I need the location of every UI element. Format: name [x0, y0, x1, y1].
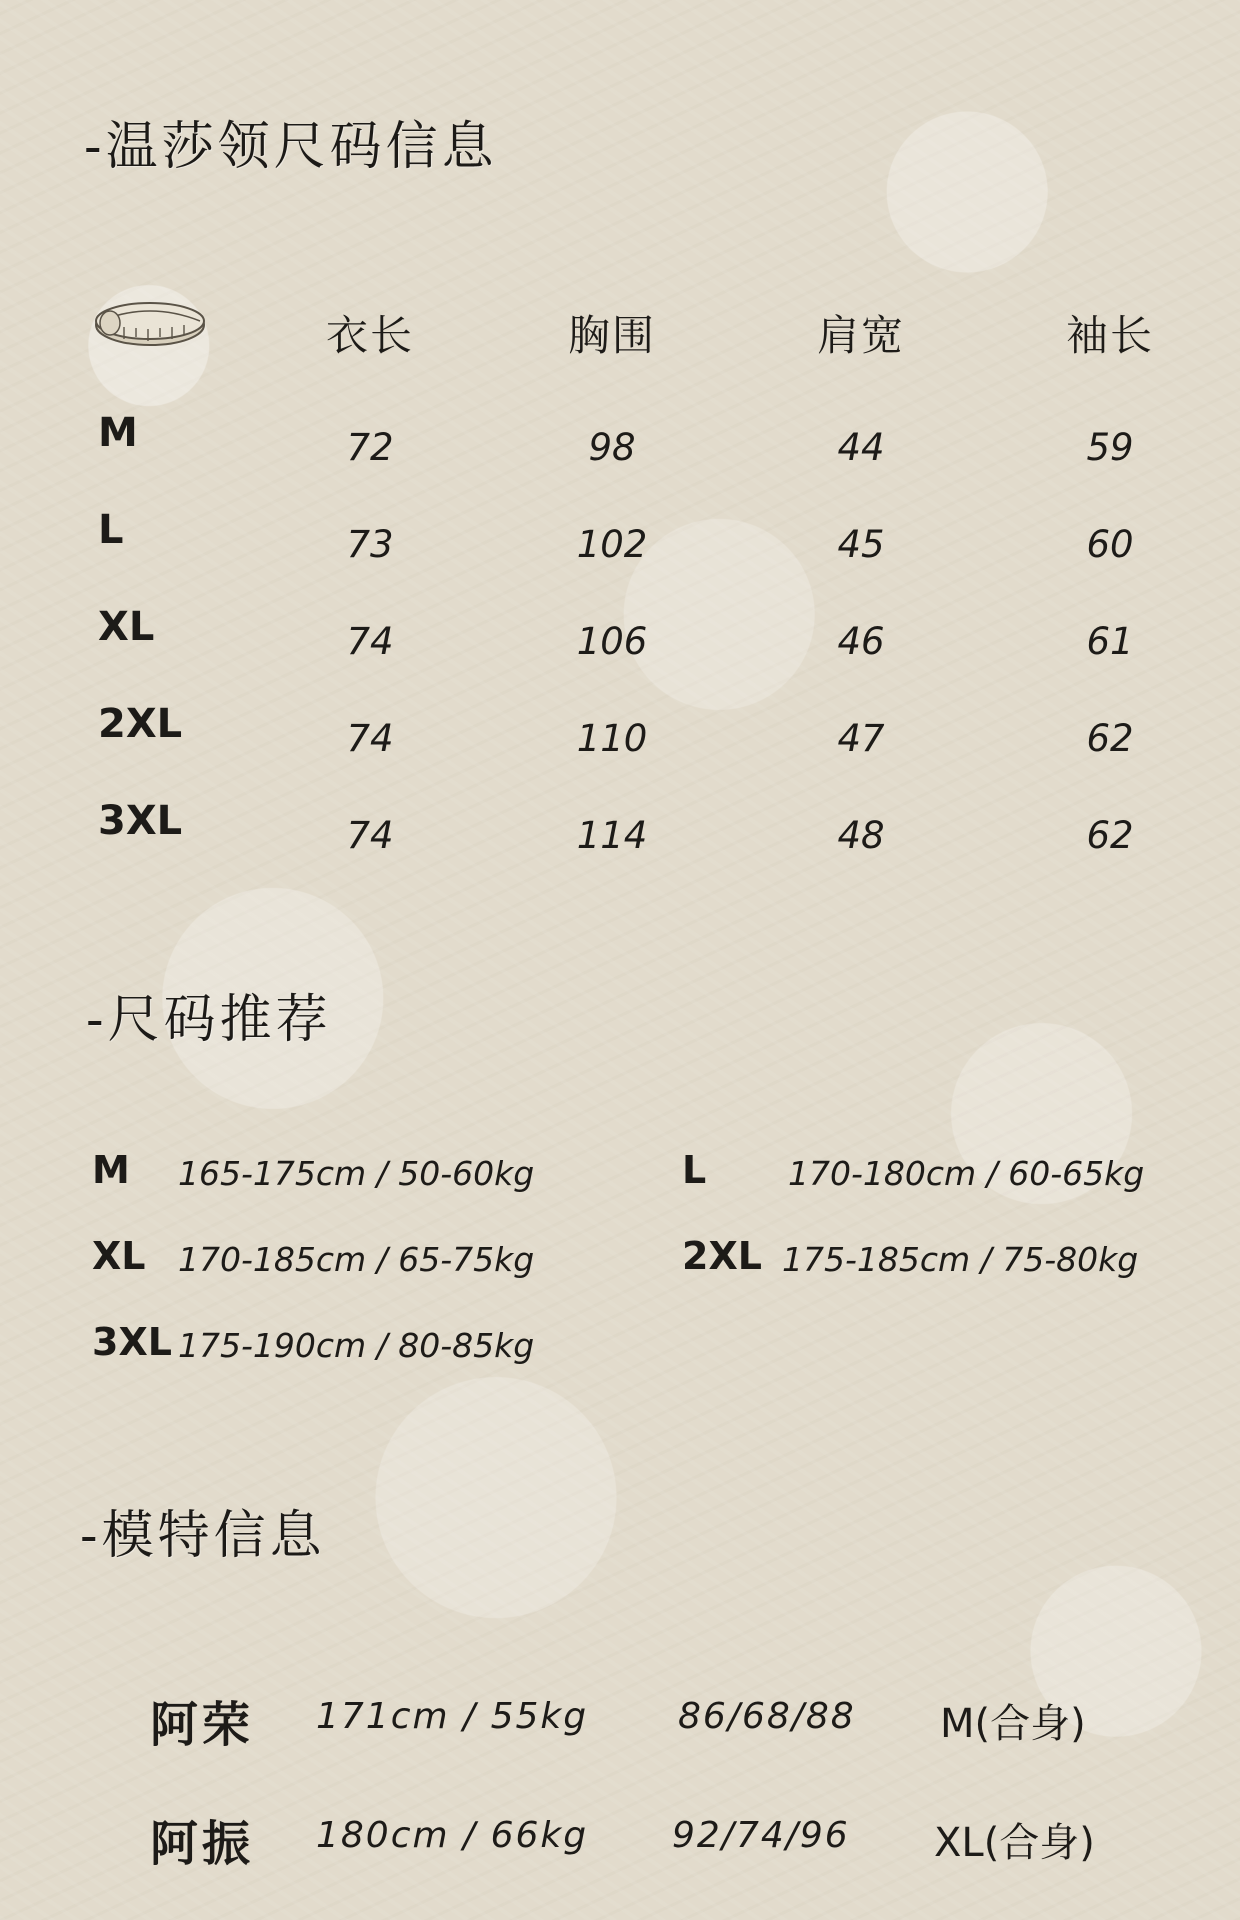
shoulder-value: 44 [837, 426, 885, 469]
model-height-weight: 171cm / 55kg [316, 1696, 589, 1737]
header-length: 衣长 [325, 311, 414, 360]
header-chest: 胸围 [567, 311, 656, 360]
recommendation-size: 3XL [92, 1320, 172, 1364]
length-value: 74 [346, 814, 394, 857]
header-sleeve: 袖长 [1065, 311, 1154, 360]
row-size-label: 2XL [98, 701, 183, 747]
measuring-tape-icon [90, 295, 210, 355]
recommendation-size: M [92, 1148, 130, 1192]
chest-value: 106 [576, 620, 648, 663]
model-fit-size: M(合身) [940, 1701, 1086, 1747]
row-size-label: L [98, 507, 124, 553]
chest-value: 110 [576, 717, 648, 760]
row-size-label: XL [98, 604, 155, 650]
sleeve-value: 62 [1086, 717, 1134, 760]
length-value: 73 [346, 523, 394, 566]
recommendation-size: 2XL [682, 1234, 762, 1278]
length-value: 74 [346, 717, 394, 760]
shoulder-value: 45 [837, 523, 885, 566]
sleeve-value: 59 [1086, 426, 1134, 469]
table-row [90, 798, 1200, 878]
length-value: 74 [346, 620, 394, 663]
header-shoulder: 肩宽 [816, 311, 905, 360]
size-info-title: -温莎领尺码信息 [84, 117, 498, 177]
table-row [90, 604, 1200, 684]
row-size-label: 3XL [98, 798, 183, 844]
recommendation-size: L [682, 1148, 707, 1192]
shoulder-value: 46 [837, 620, 885, 663]
model-name: 阿荣 [150, 1697, 255, 1753]
model-row [150, 1686, 1150, 1756]
recommendation-range: 165-175cm / 50-60kg [178, 1154, 535, 1193]
model-info-title: -模特信息 [80, 1506, 326, 1566]
model-height-weight: 180cm / 66kg [316, 1815, 589, 1856]
table-row [90, 701, 1200, 781]
table-row [90, 410, 1200, 490]
model-name: 阿振 [150, 1816, 255, 1872]
recommendation-range: 175-185cm / 75-80kg [782, 1240, 1139, 1279]
recommendation-range: 175-190cm / 80-85kg [178, 1326, 535, 1365]
shoulder-value: 47 [837, 717, 885, 760]
model-measurements: 86/68/88 [678, 1696, 856, 1737]
size-recommend-title: -尺码推荐 [86, 990, 332, 1050]
chest-value: 98 [588, 426, 636, 469]
model-row [150, 1805, 1150, 1875]
sleeve-value: 60 [1086, 523, 1134, 566]
sleeve-value: 61 [1086, 620, 1134, 663]
recommendation-range: 170-180cm / 60-65kg [788, 1154, 1145, 1193]
model-measurements: 92/74/96 [672, 1815, 850, 1856]
model-fit-size: XL(合身) [934, 1820, 1095, 1866]
row-size-label: M [98, 410, 138, 456]
recommendation-size: XL [92, 1234, 146, 1278]
chest-value: 114 [576, 814, 648, 857]
recommendation-range: 170-185cm / 65-75kg [178, 1240, 535, 1279]
sleeve-value: 62 [1086, 814, 1134, 857]
length-value: 72 [346, 426, 394, 469]
shoulder-value: 48 [837, 814, 885, 857]
table-row [90, 507, 1200, 587]
chest-value: 102 [576, 523, 648, 566]
